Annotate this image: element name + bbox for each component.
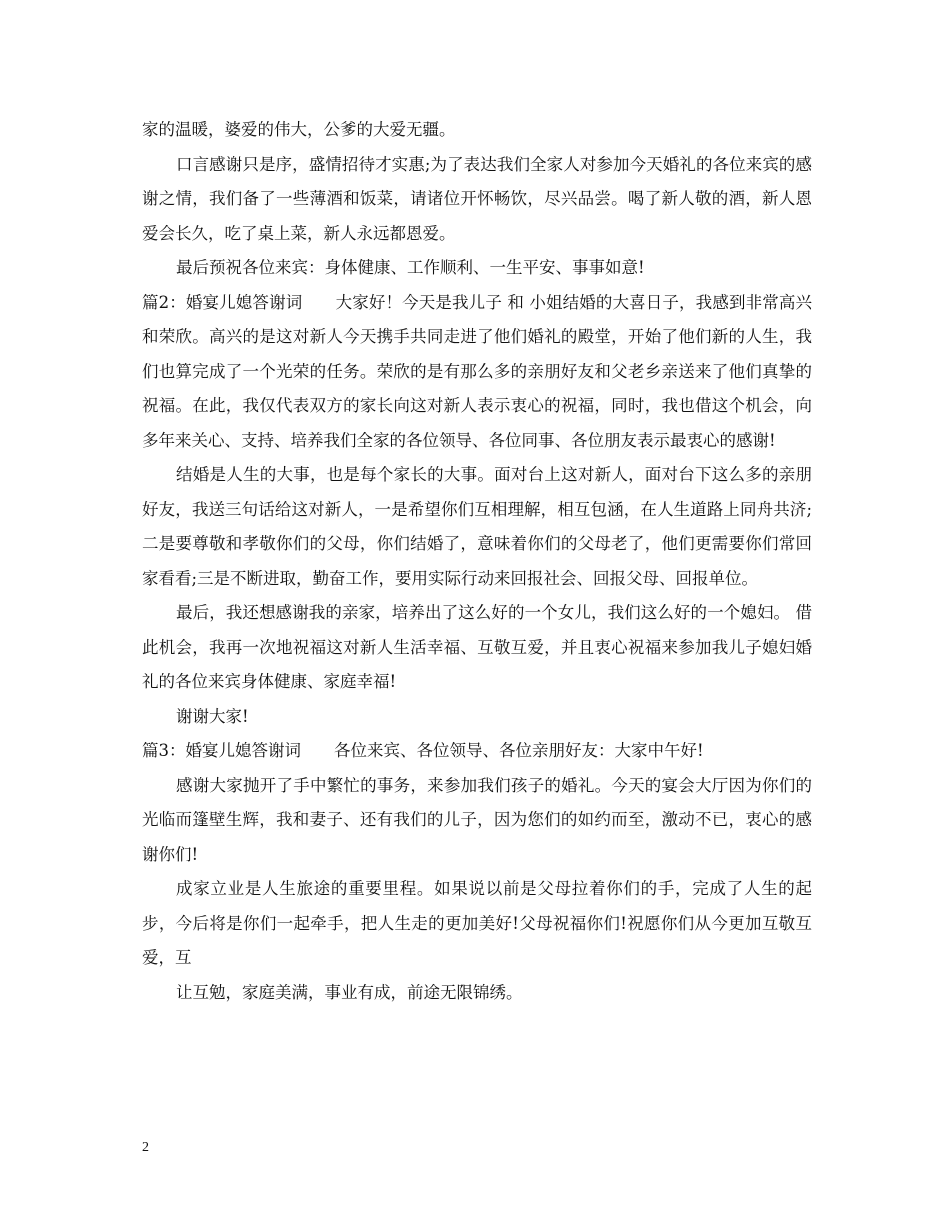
paragraph-8-section-3: 篇3：婚宴儿媳答谢词 各位来宾、各位领导、各位亲朋好友：大家中午好! <box>142 741 704 760</box>
paragraph-10: 成家立业是人生旅途的重要里程。如果说以前是父母拉着你们的手，完成了人生的起步，今后将是你们一起牵手，把人生走的更加美好!父母祝福你们!祝愿你们从今更加互敬互爱，互 <box>142 879 812 967</box>
paragraph-7: 谢谢大家! <box>176 706 249 726</box>
page-number: 2 <box>142 1140 149 1155</box>
paragraph-9: 感谢大家抛开了手中繁忙的事务，来参加我们孩子的婚礼。今天的宴会大厅因为你们的光临而篷壁生辉，我和妻子、还有我们的儿子，因为您们的如约而至，激动不已，衷心的感谢你们! <box>142 775 812 864</box>
paragraph-1: 家的温暖，婆爱的伟大，公爹的大爱无疆。 <box>142 120 456 139</box>
paragraph-6: 最后，我还想感谢我的亲家，培养出了这么好的一个女儿，我们这么好的一个媳妇。 借此机会，我再一次地祝福这对新人生活幸福、互敬互爱，并且衷心祝福来参加我儿子媳妇婚礼的各位来宾身体健康、家庭幸福! <box>142 603 812 691</box>
paragraph-2: 口言感谢只是序，盛情招待才实惠;为了表达我们全家人对参加今天婚礼的各位来宾的感谢之情，我们备了一些薄酒和饭菜，请诸位开怀畅饮，尽兴品尝。喝了新人敬的酒，新人恩爱会长久，吃了桌上菜，新人永远都恩爱。 <box>142 154 812 243</box>
paragraph-4-section-2: 篇2：婚宴儿媳答谢词 大家好！今天是我儿子 和 小姐结婚的大喜日子，我感到非常高兴和荣欣。高兴的是这对新人今天携手共同走进了他们婚礼的殿堂，开始了他们新的人生，我们也算完成了一个光荣的任务。荣欣的是有那么多的亲朋好友和父老乡亲送来了他们真挚的祝福。在此，我仅代表双方的家长向这对新人表示衷心的祝福，同时，我也借这个机会，向多年来关心、支持、培养我们全家的各位领导、各位同事、各位朋友表示最衷心的感谢! <box>142 292 812 450</box>
body-text <box>142 113 812 1010</box>
paragraph-5: 结婚是人生的大事，也是每个家长的大事。面对台上这对新人，面对台下这么多的亲朋好友，我送三句话给这对新人，一是希望你们互相理解，相互包涵，在人生道路上同舟共济;二是要尊敬和孝敬你们的父母，你们结婚了，意味着你们的父母老了，他们更需要你们常回家看看;三是不断进取，勤奋工作，要用实际行动来回报社会、回报父母、回报单位。 <box>142 465 812 588</box>
paragraph-3: 最后预祝各位来宾：身体健康、工作顺利、一生平安、事事如意! <box>176 258 645 277</box>
paragraph-11: 让互勉，家庭美满，事业有成，前途无限锦绣。 <box>176 982 523 1002</box>
